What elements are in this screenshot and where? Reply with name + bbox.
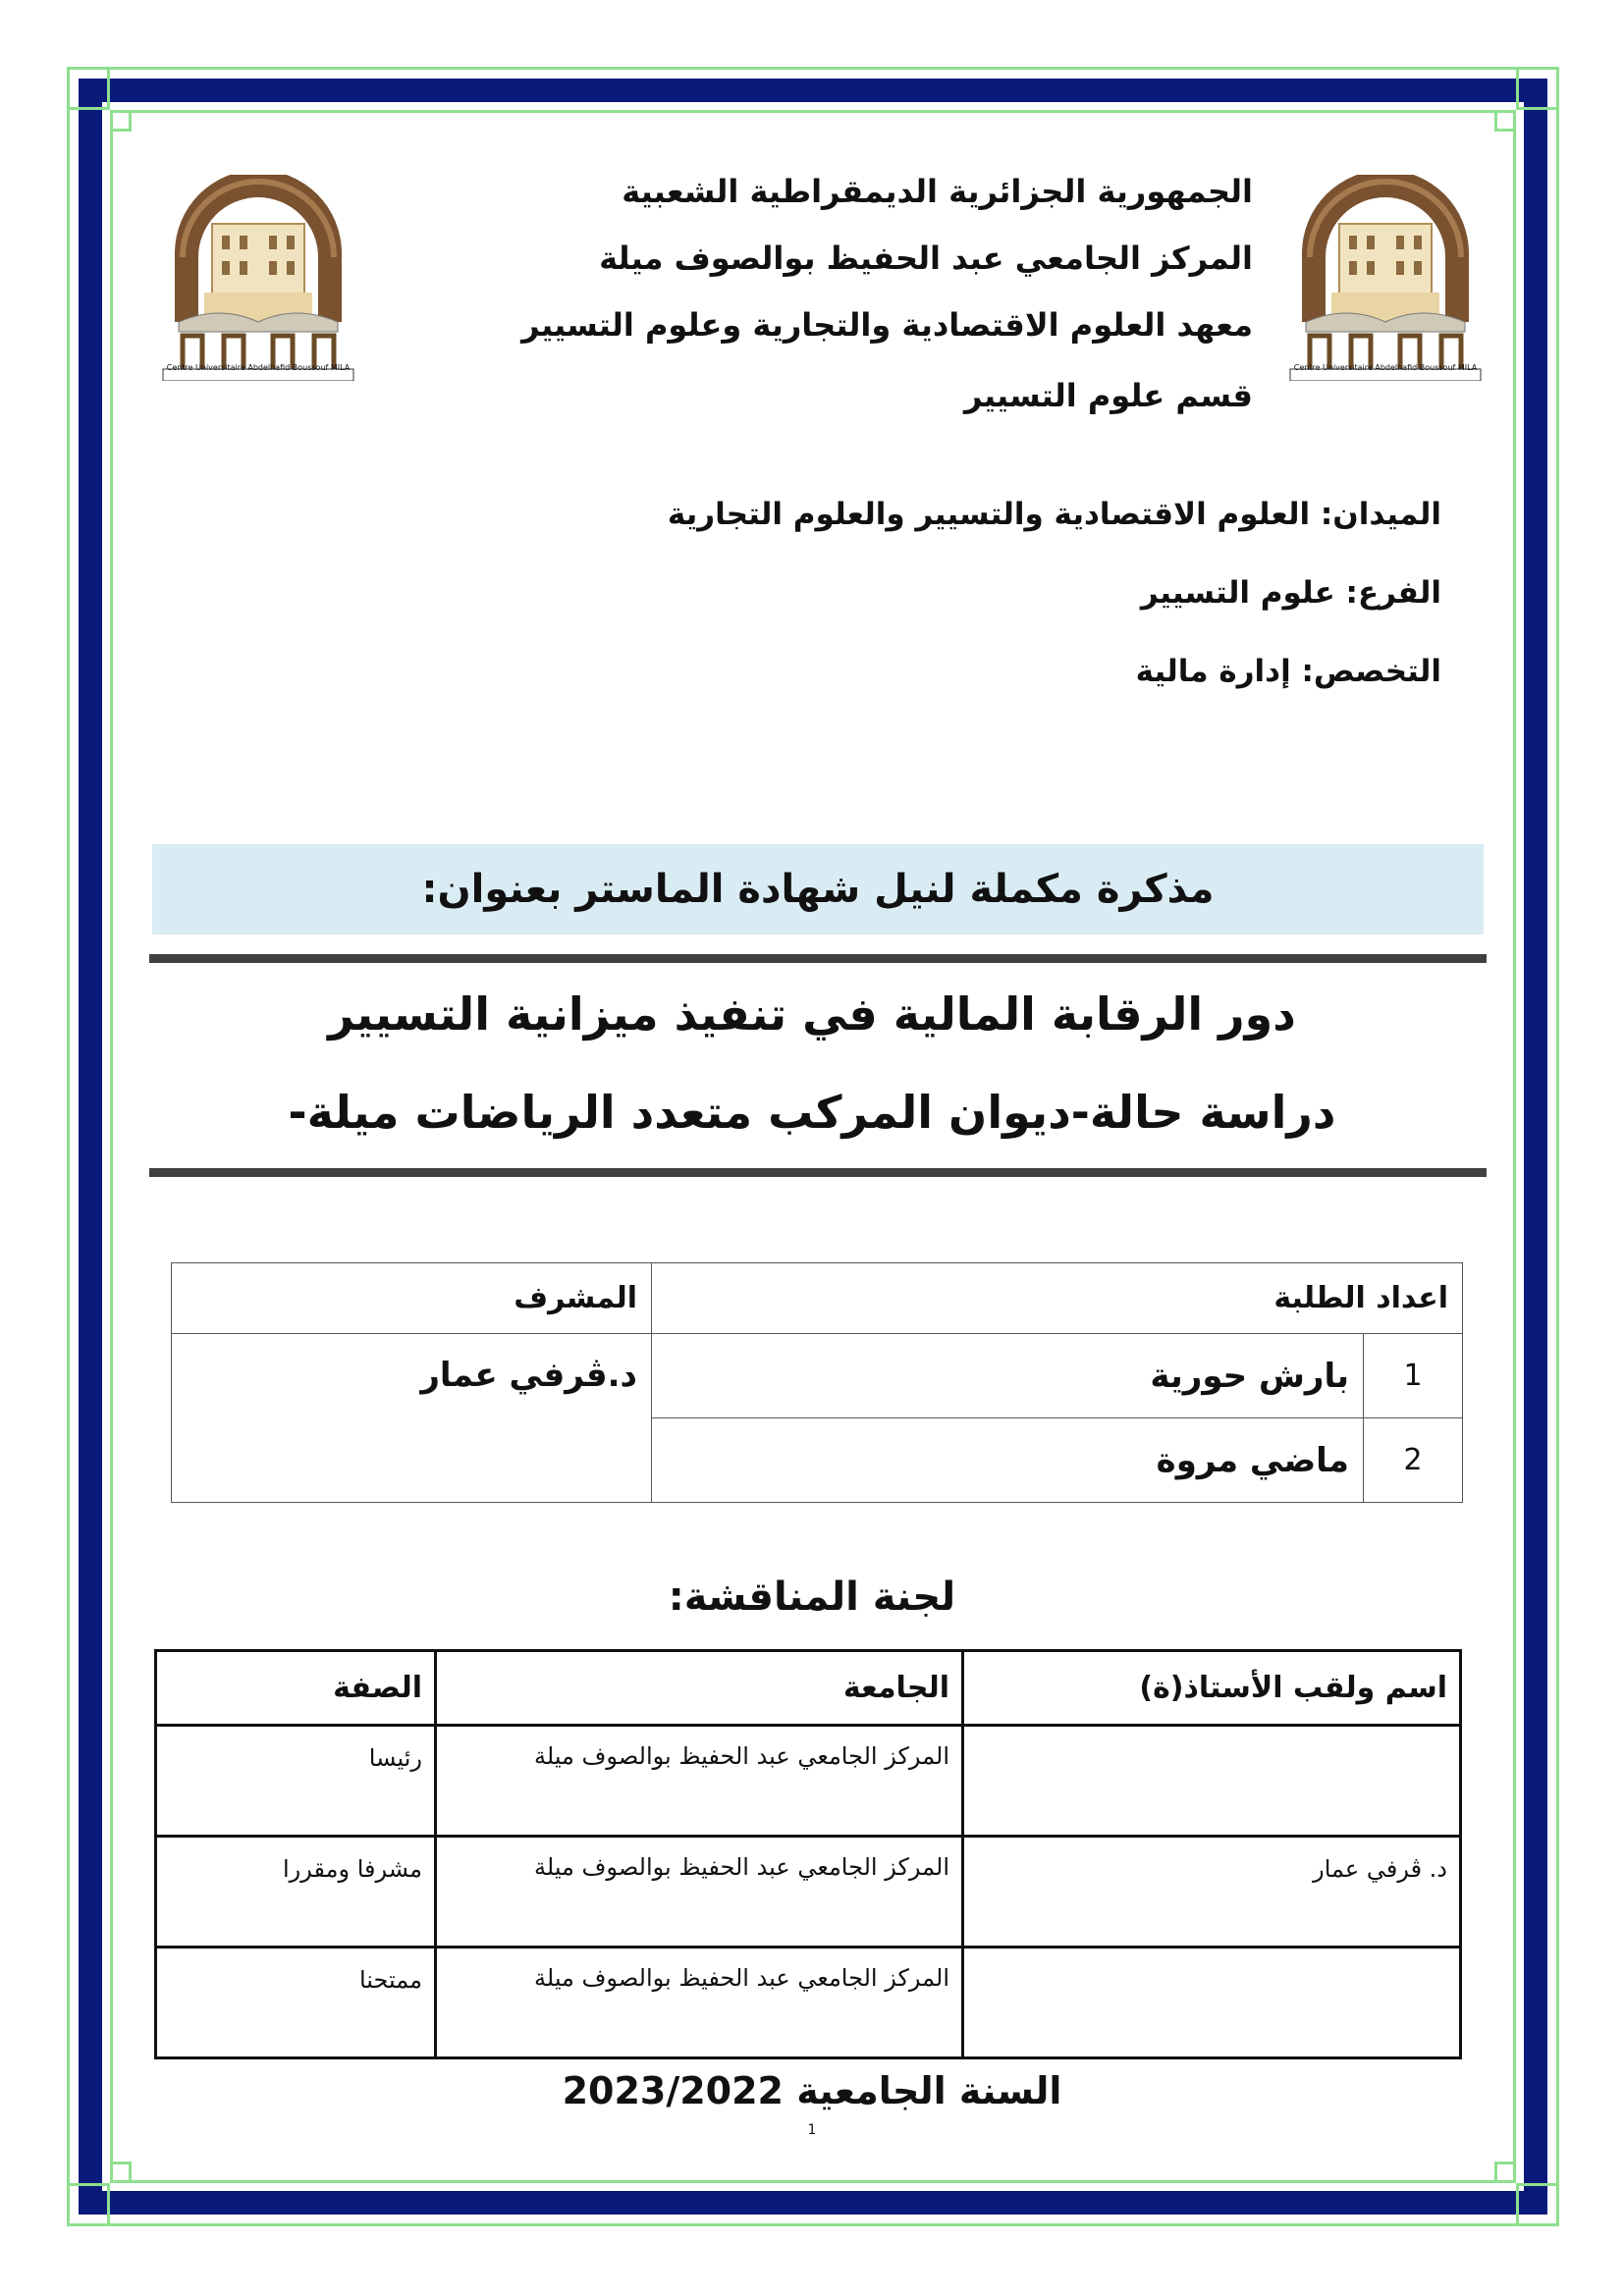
supervisor-name: د.ڤرفي عمار xyxy=(172,1334,652,1503)
corner-ornament xyxy=(1516,67,1559,110)
corner-ornament xyxy=(1516,2183,1559,2226)
corner-ornament xyxy=(110,2162,132,2183)
university-logo-left xyxy=(161,175,355,381)
member-university: المركز الجامعي عبد الحفيظ بوالصوف ميلة xyxy=(436,1837,963,1948)
university-logo-image xyxy=(161,175,355,381)
table-row xyxy=(156,1837,1461,1948)
corner-ornament xyxy=(110,110,132,132)
student-name: ماضي مروة xyxy=(652,1418,1364,1503)
header-role: الصفة xyxy=(156,1651,436,1726)
corner-ornament xyxy=(67,67,110,110)
member-role: مشرفا ومقررا xyxy=(156,1837,436,1948)
field-domain: الميدان: العلوم الاقتصادية والتسيير والعلوم التجارية xyxy=(667,497,1441,532)
member-role: ممتحنا xyxy=(156,1948,436,2058)
page-number: 1 xyxy=(807,2122,817,2138)
member-name xyxy=(963,1726,1461,1837)
header-university: الجامعة xyxy=(436,1651,963,1726)
member-university: المركز الجامعي عبد الحفيظ بوالصوف ميلة xyxy=(436,1726,963,1837)
table-row xyxy=(156,1726,1461,1837)
students-table xyxy=(171,1262,1463,1503)
committee-title: لجنة المناقشة: xyxy=(668,1575,956,1620)
header-republic: الجمهورية الجزائرية الديمقراطية الشعبية xyxy=(622,173,1253,210)
table-header-row xyxy=(172,1263,1463,1334)
member-name xyxy=(963,1948,1461,2058)
committee-table xyxy=(154,1649,1462,2059)
header-university: المركز الجامعي عبد الحفيظ بوالصوف ميلة xyxy=(599,240,1253,277)
title-rule-bottom xyxy=(149,1168,1487,1177)
logo-caption-right: Centre Universitaire Abdelhafid Boussouf MILA xyxy=(1293,363,1478,372)
corner-ornament xyxy=(1494,2162,1516,2183)
table-row xyxy=(156,1948,1461,2058)
header-name: اسم ولقب الأستاذ(ة) xyxy=(963,1651,1461,1726)
academic-year: السنة الجامعية 2023/2022 xyxy=(562,2069,1062,2112)
table-row xyxy=(172,1334,1463,1418)
students-header: اعداد الطلبة xyxy=(652,1263,1463,1334)
university-logo-image xyxy=(1288,175,1483,381)
member-role: رئيسا xyxy=(156,1726,436,1837)
table-header-row xyxy=(156,1651,1461,1726)
member-university: المركز الجامعي عبد الحفيظ بوالصوف ميلة xyxy=(436,1948,963,2058)
field-branch: الفرع: علوم التسيير xyxy=(1140,575,1441,611)
member-name: د. ڤرفي عمار xyxy=(963,1837,1461,1948)
student-name: بارش حورية xyxy=(652,1334,1364,1418)
student-number: 2 xyxy=(1364,1418,1463,1503)
corner-ornament xyxy=(1494,110,1516,132)
university-logo-right xyxy=(1288,175,1483,381)
thesis-subtitle: دراسة حالة-ديوان المركب متعدد الرياضات ميلة- xyxy=(288,1086,1336,1139)
supervisor-header: المشرف xyxy=(172,1263,652,1334)
header-institute: معهد العلوم الاقتصادية والتجارية وعلوم التسيير xyxy=(521,306,1253,344)
title-rule-top xyxy=(149,954,1487,963)
logo-caption-left: Centre Universitaire Abdelhafid Boussouf MILA xyxy=(166,363,351,372)
field-specialty: التخصص: إدارة مالية xyxy=(1135,654,1441,689)
thesis-title: دور الرقابة المالية في تنفيذ ميزانية التسيير xyxy=(328,988,1296,1041)
header-department: قسم علوم التسيير xyxy=(964,377,1253,414)
corner-ornament xyxy=(67,2183,110,2226)
student-number: 1 xyxy=(1364,1334,1463,1418)
thesis-banner: مذكرة مكملة لنيل شهادة الماستر بعنوان: xyxy=(152,844,1484,934)
